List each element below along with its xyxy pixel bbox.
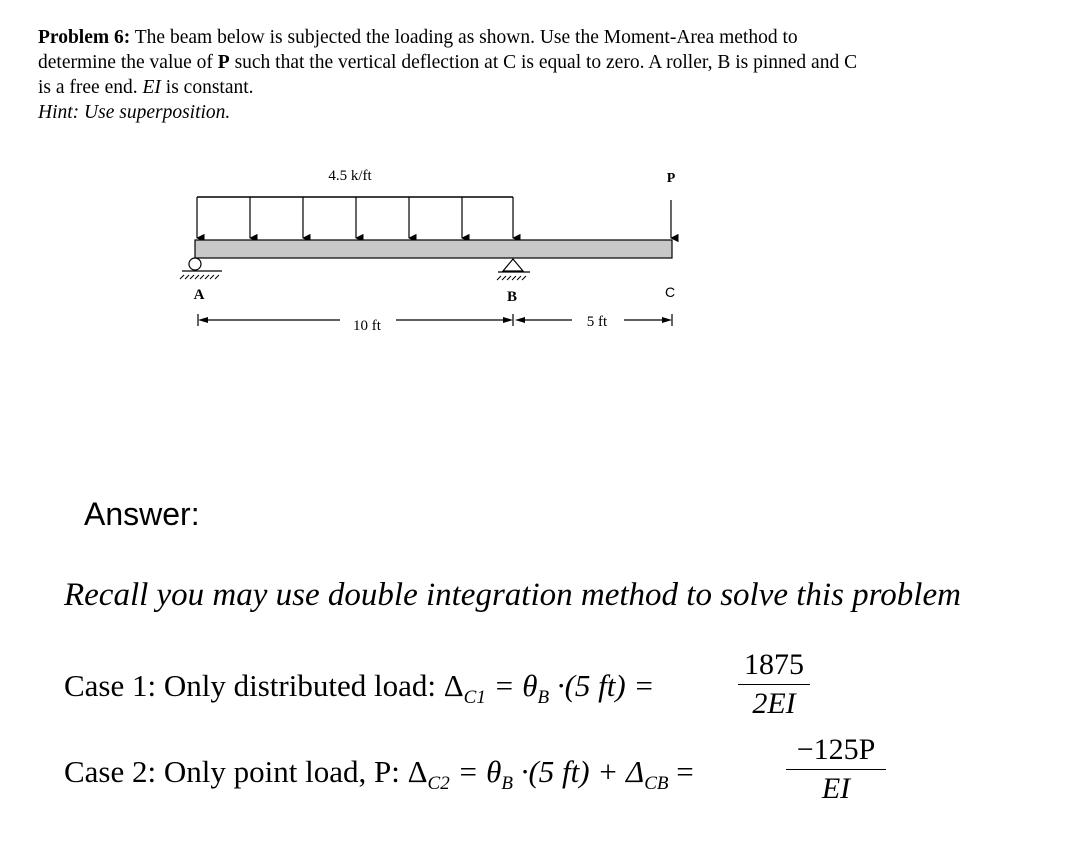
case-2-fraction: [786, 733, 886, 806]
case-1-denominator: 2EI: [752, 687, 796, 720]
case-2-sub: C2: [427, 773, 450, 795]
problem-ei: EI: [142, 77, 161, 98]
case-2-prefix: Case 2: Only point load, P:: [64, 754, 408, 789]
problem-text-1: The beam below is subjected the loading as shown. Use the Moment-Area method to determine the value of: [38, 27, 798, 73]
case-2-tail: ·(5 ft) + Δ: [512, 754, 645, 789]
roller-support-a: [180, 258, 222, 279]
case-1-numerator: 1875: [738, 648, 810, 685]
case-1-delta: Δ: [443, 668, 464, 703]
recall-note: Recall you may use double integration method to solve this problem: [64, 577, 961, 613]
problem-hint: Hint: Use superposition.: [38, 102, 231, 123]
case-1-mid: = θ: [485, 668, 538, 703]
case-2-sub-b: B: [501, 773, 513, 795]
case-1-fraction: [738, 648, 810, 721]
pin-support-b: [497, 259, 530, 280]
case-1-equation: [64, 668, 654, 709]
case-1-sub-b: B: [537, 687, 550, 709]
case-2-delta: Δ: [407, 754, 428, 789]
problem-text-3: is constant.: [160, 77, 254, 98]
case-2-sub-cb: CB: [644, 773, 669, 795]
case-1-sub: C1: [463, 687, 486, 709]
dim-ab-label: 10 ft: [353, 318, 381, 334]
support-b-label: B: [506, 289, 518, 305]
load-label: 4.5 k/ft: [328, 168, 372, 184]
case-2-mid: = θ: [449, 754, 502, 789]
support-a-label: A: [193, 287, 205, 303]
case-2-equation: [64, 754, 694, 795]
support-c-label: C: [664, 284, 676, 300]
case-2-denominator: EI: [821, 772, 851, 805]
case-2-numerator: −125P: [786, 733, 886, 770]
answer-label: Answer:: [84, 496, 200, 532]
problem-text-2: such that the vertical deflection at C is equal to zero. A roller, B is pinned and C is a free end.: [38, 52, 858, 98]
dim-bc-label: 5 ft: [586, 314, 608, 330]
case-2-eq: =: [668, 754, 694, 789]
problem-label: Problem 6:: [38, 27, 131, 48]
case-1-prefix: Case 1: Only distributed load:: [64, 668, 444, 703]
problem-bold-p: P: [217, 52, 230, 73]
point-load-label: P: [666, 171, 676, 186]
beam: [195, 240, 672, 258]
case-1-tail: ·(5 ft) =: [549, 668, 655, 703]
distributed-load: [197, 197, 513, 238]
